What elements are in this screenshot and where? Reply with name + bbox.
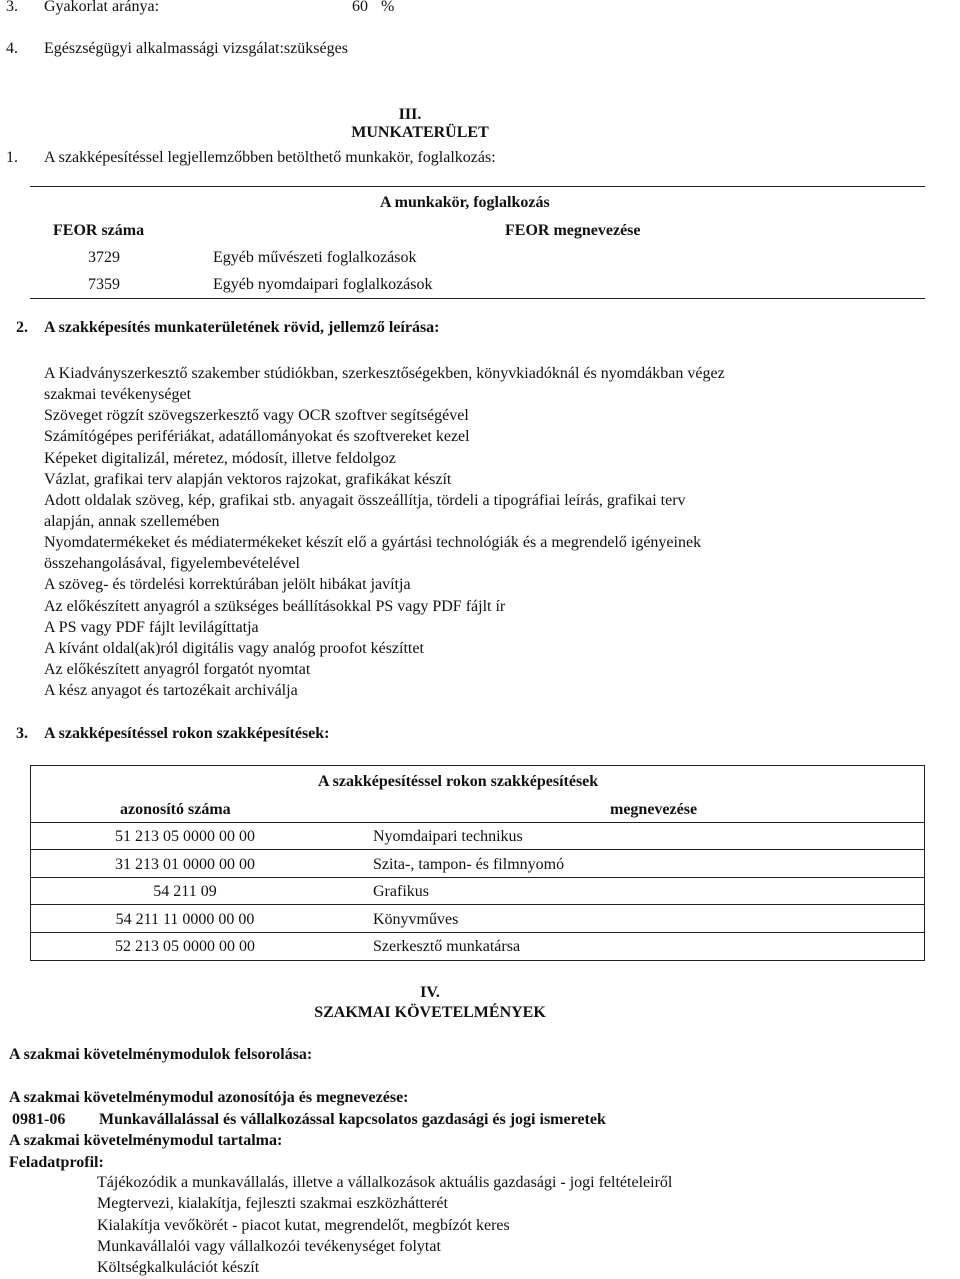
- feor-row-name: Egyéb művészeti foglalkozások: [213, 249, 417, 266]
- q1-number: 1.: [6, 149, 18, 166]
- description-line: alapján, annak szellemében: [44, 513, 220, 530]
- description-line: Adott oldalak szöveg, kép, grafikai stb. anyagait összeállítja, tördeli a tipográfiai leírás, grafikai terv: [44, 492, 686, 509]
- profile-item: Megtervezi, kialakítja, fejleszti szakmai eszközhátterét: [97, 1195, 448, 1212]
- description-line: Képeket digitalizál, méretez, módosít, illetve feldolgoz: [44, 450, 396, 467]
- modules-label: A szakmai követelménymodulok felsorolása:: [9, 1046, 313, 1063]
- q2-number: 2.: [16, 319, 28, 336]
- description-line: Számítógépes perifériákat, adatállományokat és szoftvereket kezel: [44, 428, 470, 445]
- description-line: A kívánt oldal(ak)ról digitális vagy analóg proofot készíttet: [44, 640, 424, 657]
- related-row-name: Grafikus: [373, 883, 429, 900]
- related-row-id: 31 213 01 0000 00 00: [115, 856, 255, 873]
- item3-number: 3.: [6, 0, 18, 15]
- related-row-id: 54 211 11 0000 00 00: [115, 911, 255, 928]
- related-row-name: Szita-, tampon- és filmnyomó: [373, 856, 565, 873]
- feor-col-name: FEOR megnevezése: [505, 222, 641, 239]
- section3-roman: III.: [398, 106, 422, 123]
- section3-title: MUNKATERÜLET: [351, 124, 489, 141]
- profile-item: Kialakítja vevőkörét - piacot kutat, megrendelőt, megbízót keres: [97, 1217, 510, 1234]
- q2-heading: A szakképesítés munkaterületének rövid, jellemző leírása:: [44, 319, 440, 336]
- item3-value: 60: [352, 0, 368, 15]
- feor-row-name: Egyéb nyomdaipari foglalkozások: [213, 276, 433, 293]
- description-line: A Kiadványszerkesztő szakember stúdiókban, szerkesztőségekben, könyvkiadóknál és nyomdákban végez: [44, 365, 725, 382]
- profile-item: Költségkalkulációt készít: [97, 1259, 260, 1276]
- module-id-label: A szakmai követelménymodul azonosítója és megnevezése:: [9, 1089, 409, 1106]
- module-code: 0981-06: [12, 1111, 66, 1128]
- description-line: A szöveg- és tördelési korrektúrában jelölt hibákat javítja: [44, 576, 411, 593]
- description-line: Nyomdatermékeket és médiatermékeket készít elő a gyártási technológiák és a megrendelő igényeinek: [44, 534, 702, 551]
- profile-item: Tájékozódik a munkavállalás, illetve a vállalkozások aktuális gazdasági - jogi feltételeiről: [97, 1174, 673, 1191]
- item3-label: Gyakorlat aránya:: [44, 0, 160, 15]
- description-line: A PS vagy PDF fájlt levilágíttatja: [44, 619, 259, 636]
- item3-unit: %: [381, 0, 395, 15]
- description-line: Az előkészített anyagról a szükséges beállításokkal PS vagy PDF fájlt ír: [44, 598, 506, 615]
- related-row-name: Szerkesztő munkatársa: [373, 938, 521, 955]
- description-line: Az előkészített anyagról forgatót nyomtat: [44, 661, 311, 678]
- related-col-id: azonosító száma: [120, 801, 231, 818]
- feor-col-number: FEOR száma: [53, 222, 145, 239]
- description-line: Szöveget rögzít szövegszerkesztő vagy OCR szoftver segítségével: [44, 407, 469, 424]
- related-row-id: 54 211 09: [153, 883, 217, 900]
- description-line: Vázlat, grafikai terv alapján vektoros rajzokat, grafikákat készít: [44, 471, 452, 488]
- description-line: A kész anyagot és tartozékait archiválja: [44, 682, 298, 699]
- description-line: összehangolásával, figyelembevételével: [44, 555, 300, 572]
- related-row-name: Nyomdaipari technikus: [373, 828, 523, 845]
- feor-group-header: A munkakör, foglalkozás: [380, 194, 550, 211]
- item4-text: Egészségügyi alkalmassági vizsgálat:szükséges: [44, 40, 348, 57]
- related-row-id: 52 213 05 0000 00 00: [115, 938, 255, 955]
- profile-item: Munkavállalói vagy vállalkozói tevékenységet folytat: [97, 1238, 441, 1255]
- description-line: szakmai tevékenységet: [44, 386, 192, 403]
- q3-heading: A szakképesítéssel rokon szakképesítések:: [44, 725, 330, 742]
- section4-roman: IV.: [420, 984, 440, 1001]
- profile-label: Feladatprofil:: [9, 1154, 104, 1171]
- related-row-name: Könyvműves: [373, 911, 459, 928]
- related-row-id: 51 213 05 0000 00 00: [115, 828, 255, 845]
- module-name: Munkavállalással és vállalkozással kapcsolatos gazdasági és jogi ismeretek: [99, 1111, 606, 1128]
- q1-text: A szakképesítéssel legjellemzőbben betölthető munkakör, foglalkozás:: [44, 149, 496, 166]
- related-group-header: A szakképesítéssel rokon szakképesítések: [318, 773, 599, 790]
- feor-row-code: 3729: [88, 249, 120, 266]
- module-content-label: A szakmai követelménymodul tartalma:: [9, 1132, 283, 1149]
- feor-row-code: 7359: [88, 276, 120, 293]
- related-col-name: megnevezése: [610, 801, 698, 818]
- item4-number: 4.: [6, 40, 18, 57]
- section4-title: SZAKMAI KÖVETELMÉNYEK: [314, 1004, 546, 1021]
- q3-number: 3.: [16, 725, 28, 742]
